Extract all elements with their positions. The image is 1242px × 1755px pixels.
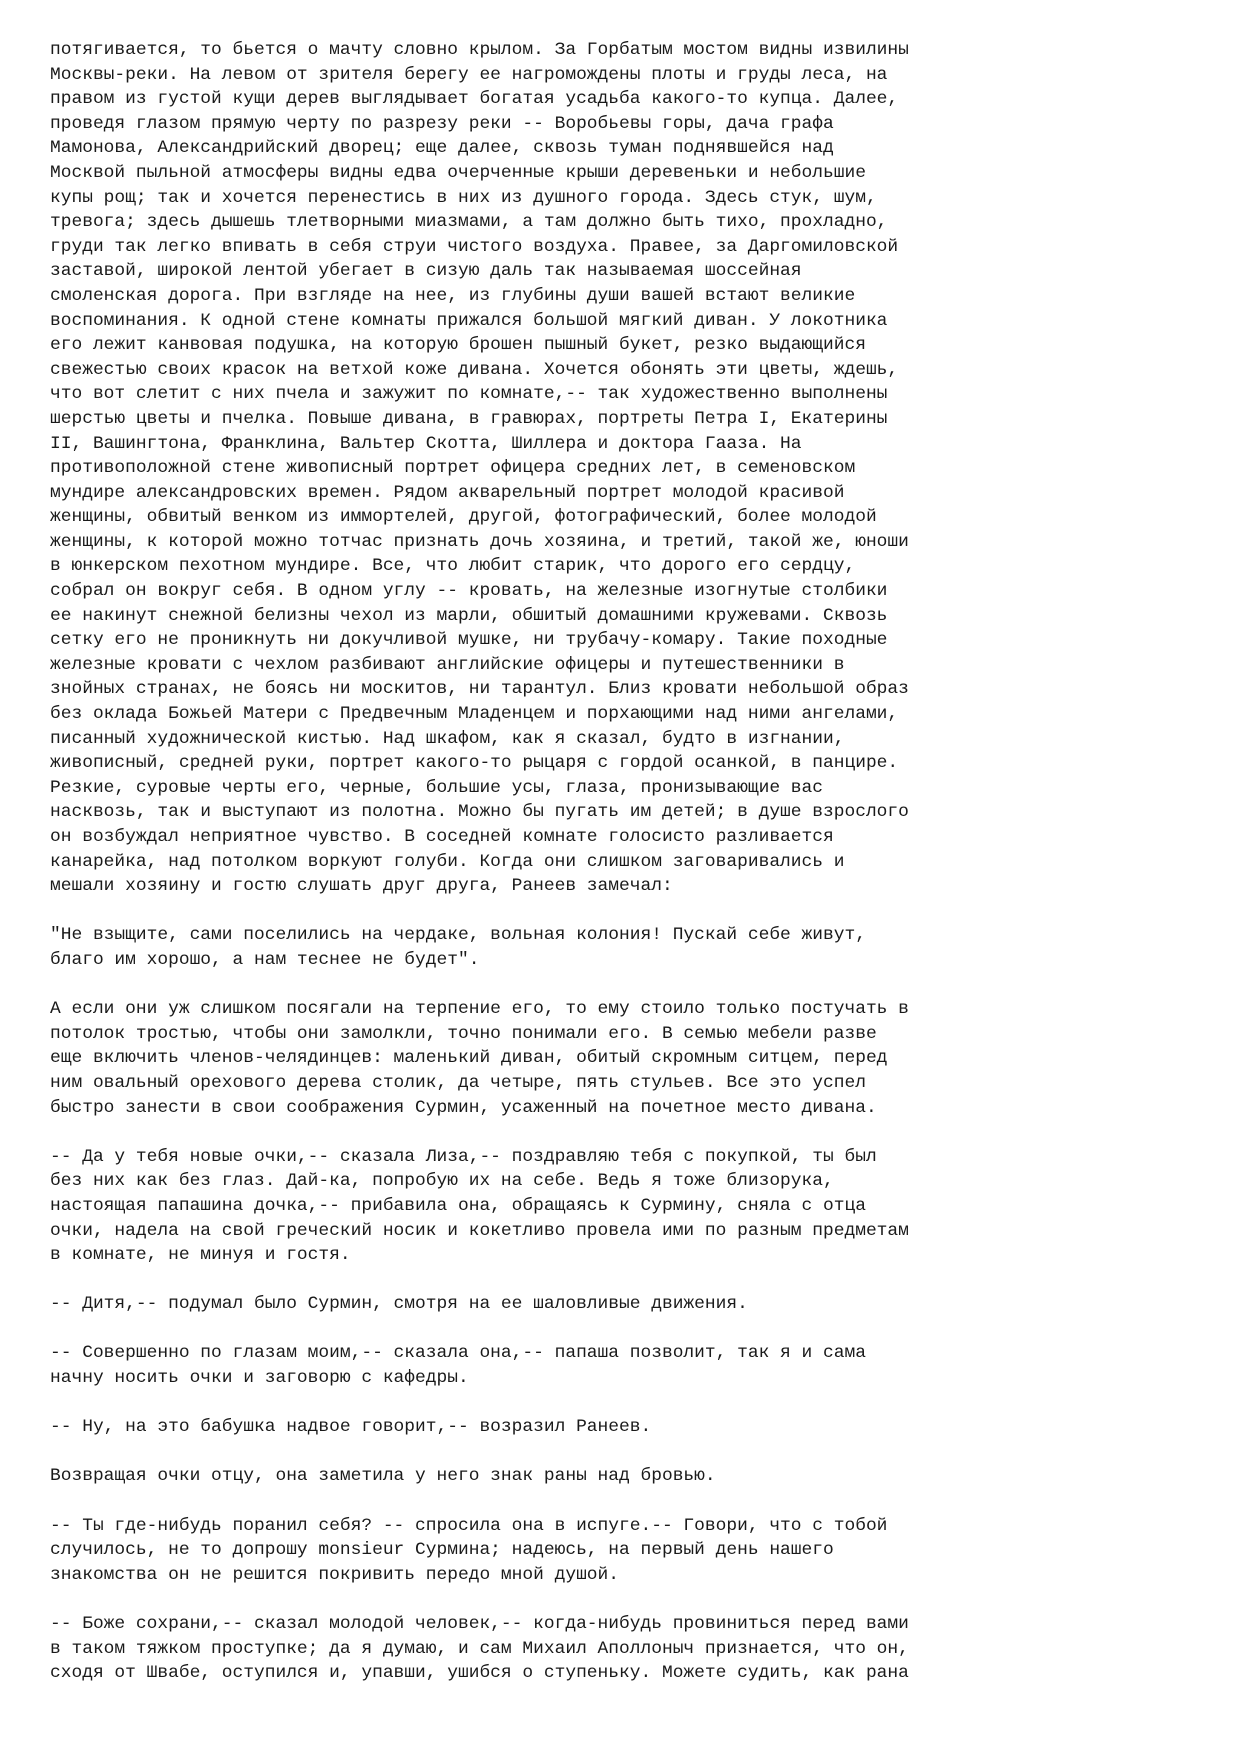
paragraph-gap — [50, 1268, 1210, 1293]
paragraph-10: -- Боже сохрани,-- сказал молодой человек,-- когда-нибудь провиниться перед вами в таком тяжком проступке; да я думаю, и сам Михаил Аполлоныч признается, что он, сходя от Швабе, оступился и, упавши, ушибся о ступеньку. Можете судить, как рана — [50, 1614, 909, 1684]
paragraph-gap — [50, 973, 1210, 998]
paragraph-gap — [50, 1120, 1210, 1145]
paragraph-7: -- Ну, на это бабушка надвое говорит,-- возразил Ранеев. — [50, 1417, 652, 1438]
paragraph-gap — [50, 1440, 1210, 1465]
paragraph-gap — [50, 1317, 1210, 1342]
paragraph-6: -- Совершенно по глазам моим,-- сказала она,-- папаша позволит, так я и сама начну носить очки и заговорю с кафедры. — [50, 1343, 866, 1389]
paragraph-gap — [50, 1587, 1210, 1612]
paragraph-3: А если они уж слишком посягали на терпение его, то ему стоило только постучать в потолок тростью, чтобы они замолкли, точно понимали его. В семью мебели разве еще включить членов-челядинцев: маленький диван, обитый скромным ситцем, перед ним овальный орехового дерева столик, да четыре, пять стульев. Все это успел быстро занести в свои соображения Сурмин, усаженный на почетное место дивана. — [50, 999, 909, 1118]
paragraph-1: потягивается, то бьется о мачту словно крылом. За Горбатым мостом видны извилины Москвы-реки. На левом от зрителя берегу ее нагромождены плоты и груды леса, на правом из густой кущи дерев выглядывает богатая усадьба какого-то купца. Далее, проведя глазом прямую черту по разрезу реки -- Воробьевы горы, дача графа Мамонова, Александрийский дворец; еще далее, сквозь туман поднявшейся над Москвой пыльной атмосферы видны едва очерченные крыши деревеньки и небольшие купы рощ; так и хочется перенестись в них из душного города. Здесь стук, шум, тревога; здесь дышешь тлетворными миазмами, а там должно быть тихо, прохладно, груди так легко впивать в себя струи чистого воздуха. Правее, за Даргомиловской заставой, широкой лентой убегает в сизую даль так называемая шоссейная смоленская дорога. При взгляде на нее, из глубины души вашей встают великие воспоминания. К одной стене комнаты прижался большой мягкий диван. У локотника его лежит канвовая подушка, на которую брошен пышный букет, резко выдающийся свежестью своих красок на ветхой коже дивана. Хочется обонять эти цветы, ждешь, что вот слетит с них пчела и зажужит по комнате,-- так художественно выполнены шерстью цветы и пчелка. Повыше дивана, в гравюрах, портреты Петра I, Екатерины II, Вашингтона, Франклина, Вальтер Скотта, Шиллера и доктора Гааза. На противоположной стене живописный портрет офицера средних лет, в семеновском мундире александровских времен. Рядом акварельный портрет молодой красивой женщины, обвитый венком из иммортелей, другой, фотографический, более молодой женщины, к которой можно тотчас признать дочь хозяина, и третий, такой же, юноши в юнкерском пехотном мундире. Все, что любит старик, что дорого его сердцу, собрал он вокруг себя. В одном углу -- кровать, на железные изогнутые столбики ее накинут снежной белизны чехол из марли, обшитый домашними кружевами. Сквозь сетку его не проникнуть ни докучливой мушке, ни трубачу-комару. Такие походные железные кровати с чехлом разбивают английские офицеры и путешественники в знойных странах, не боясь ни москитов, ни тарантул. Близ кровати небольшой образ без оклада Божьей Матери с Предвечным Младенцем и порхающими над ними ангелами, писанный художнической кистью. Над шкафом, как я сказал, будто в изгнании, живописный, средней руки, портрет какого-то рыцаря с гордой осанкой, в панцире. Резкие, суровые черты его, черные, большие усы, глаза, пронизывающие вас насквозь, так и выступают из полотна. Можно бы пугать им детей; в душе взрослого он возбуждал неприятное чувство. В соседней комнате голосисто разливается канарейка, над потолком воркуют голуби. Когда они слишком заговаривались и мешали хозяину и гостю слушать друг друга, Ранеев замечал: — [50, 40, 909, 897]
paragraph-5: -- Дитя,-- подумал было Сурмин, смотря на ее шаловливые движения. — [50, 1294, 748, 1315]
paragraph-9: -- Ты где-нибудь поранил себя? -- спросила она в испуге.-- Говори, что с тобой случилось, не то допрошу monsieur Сурмина; надеюсь, на первый день нашего знакомства он не решится покривить передо мной душой. — [50, 1515, 888, 1585]
paragraph-8: Возвращая очки отцу, она заметила у него знак раны над бровью. — [50, 1466, 716, 1487]
paragraph-4: -- Да у тебя новые очки,-- сказала Лиза,-- поздравляю тебя с покупкой, ты был без них как без глаз. Дай-ка, попробую их на себе. Ведь я тоже близорука, настоящая папашина дочка,-- прибавила она, обращаясь к Сурмину, сняла с отца очки, надела на свой греческий носик и кокетливо провела ими по разным предметам в комнате, не минуя и гостя. — [50, 1146, 909, 1266]
paragraph-gap — [50, 1489, 1210, 1514]
document-page — [50, 38, 1210, 1686]
paragraph-gap — [50, 1391, 1210, 1416]
paragraph-gap — [50, 899, 1210, 924]
paragraph-2: "Не взыщите, сами поселились на чердаке, вольная колония! Пускай себе живут, благо им хорошо, а нам теснее не будет". — [50, 925, 866, 970]
